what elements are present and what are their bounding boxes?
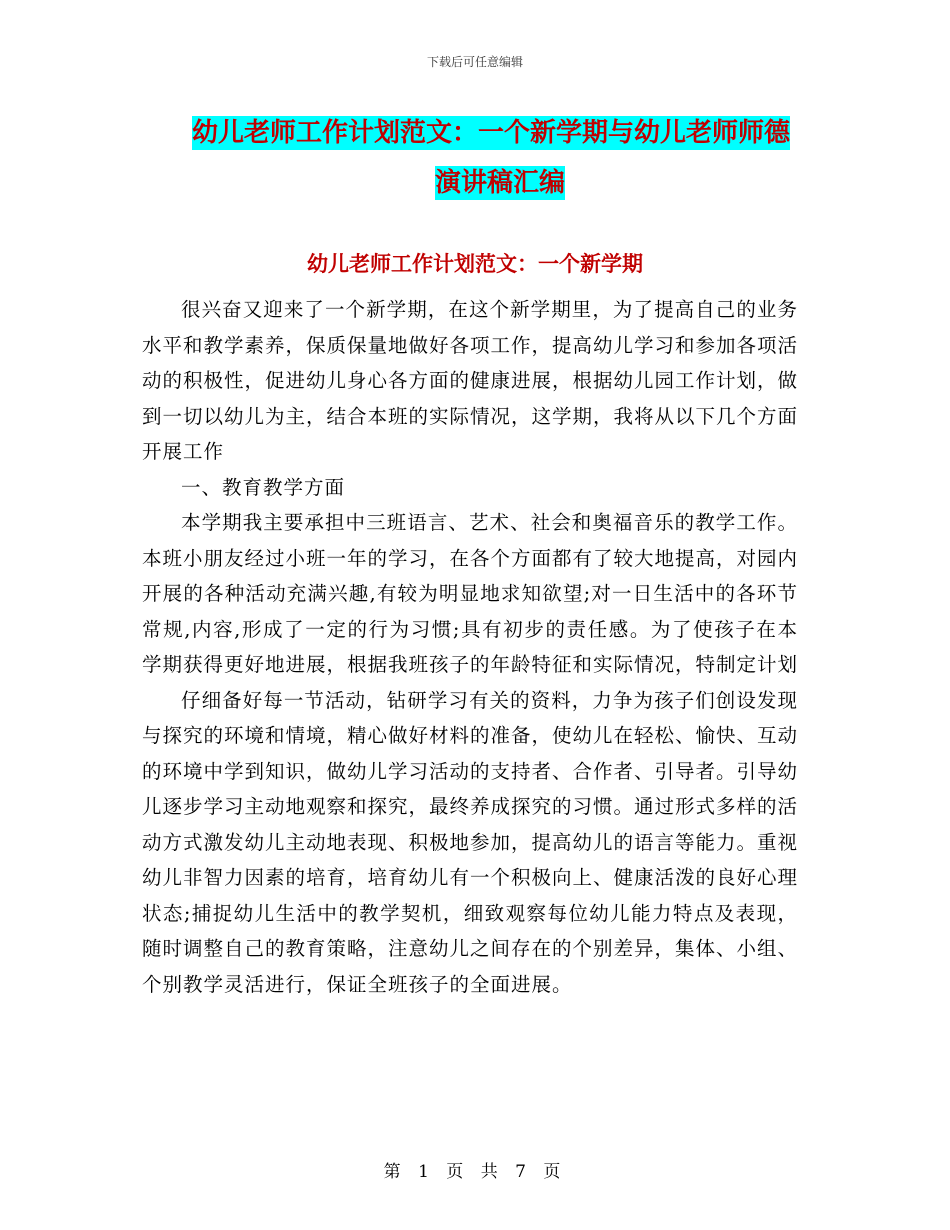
document-title — [192, 108, 812, 208]
body-text — [142, 292, 798, 1002]
paragraph-teaching-duties: 本学期我主要承担中三班语言、艺术、社会和奥福音乐的教学工作。本班小朋友经过小班一年的学习，在各个方面都有了较大地提高，对园内开展的各种活动充满兴趣,有较为明显地求知欲望;对一日生活中的各环节常规,内容,形成了一定的行为习惯;具有初步的责任感。为了使孩子在本学期获得更好地进展，根据我班孩子的年龄特征和实际情况，特制定计划 — [142, 511, 799, 676]
header-note: 下载后可任意编辑 — [426, 55, 523, 69]
document-title-line-2: 演讲稿汇编 — [434, 168, 565, 198]
section-title: 幼儿老师工作计划范文：一个新学期 — [307, 252, 643, 276]
page-footer: 第 1 页 共 7 页 — [383, 1162, 567, 1182]
paragraph-intro: 很兴奋又迎来了一个新学期，在这个新学期里，为了提高自己的业务水平和教学素养，保质保量地做好各项工作，提高幼儿学习和参加各项活动的积极性，促进幼儿身心各方面的健康进展，根据幼儿园工作计划，做到一切以幼儿为主，结合本班的实际情况，这学期，我将从以下几个方面开展工作 — [142, 298, 799, 463]
document-title-line-1: 幼儿老师工作计划范文：一个新学期与幼儿老师师德 — [192, 118, 791, 148]
paragraph-lesson-preparation: 仔细备好每一节活动，钻研学习有关的资料，力争为孩子们创设发现与探究的环境和情境，精心做好材料的准备，使幼儿在轻松、愉快、互动的环境中学到知识，做幼儿学习活动的支持者、合作者、引导者。引导幼儿逐步学习主动地观察和探究，最终养成探究的习惯。通过形式多样的活动方式激发幼儿主动地表现、积极地参加，提高幼儿的语言等能力。重视幼儿非智力因素的培育，培育幼儿有一个积极向上、健康活泼的良好心理状态;捕捉幼儿生活中的教学契机，细致观察每位幼儿能力特点及表现，随时调整自己的教育策略，注意幼儿之间存在的个别差异，集体、小组、个别教学灵活进行，保证全班孩子的全面进展。 — [142, 688, 799, 996]
paragraph-heading-teaching: 一、教育教学方面 — [181, 475, 346, 499]
